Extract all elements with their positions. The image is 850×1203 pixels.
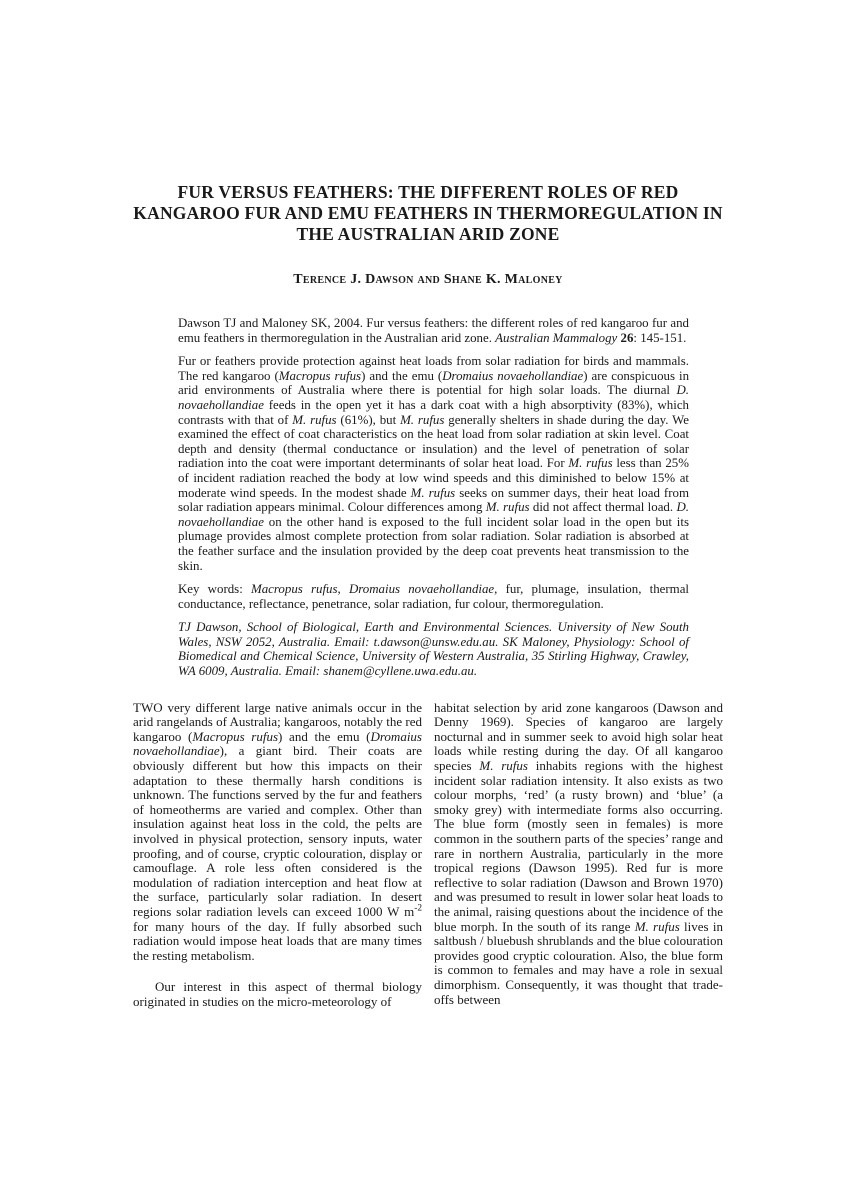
paper-title [133,182,723,245]
body-paragraph-2: Our interest in this aspect of thermal biology originated in studies on the micro-meteorology of [133,979,422,1009]
paper-authors: Terence J. Dawson and Shane K. Maloney [293,272,563,287]
author-address-paragraph: TJ Dawson, School of Biological, Earth and Environmental Sciences. University of New South Wales, NSW 2052, Australia. Email: t.dawson@unsw.edu.au. SK Maloney, Physiology: School of Biomedical and Chemical Science, University of Western Australia, 35 Stirling Highway, Crawley, WA 6009, Australia. Email: shanem@cyllene.uwa.edu.au. [178,620,689,679]
right-column [434,701,723,1010]
left-column [133,701,422,1010]
body-paragraph-1: TWO very different large native animals occur in the arid rangelands of Australia; kangaroos, notably the red kangaroo (Macropus rufus) and the emu (Dromaius novaehollandiae), a giant bird. Their coats are obviously different but how this impacts on their adaptation to these thermally harsh conditions is unknown. The functions served by the fur and feathers of homeotherms are varied and complex. Other than insulation against heat loss in the cold, the pelts are involved in physical protection, sensory inputs, water proofing, and of course, cryptic colouration, display or camouflage. A role less often considered is the modulation of radiation interception and heat flow at the surface, particularly solar radiation. In desert regions solar radiation levels can exceed 1000 W $m^{-2}$ for many hours of the day. If fully absorbed such radiation would impose heat loads that are many times the resting metabolism. [133,699,422,963]
body-text [133,701,723,1010]
paper-title-line-2: KANGAROO FUR AND EMU FEATHERS IN THERMOREGULATION IN [133,203,723,223]
citation-paragraph: Dawson TJ and Maloney SK, 2004. Fur versus feathers: the different roles of red kangaroo fur and emu feathers in thermoregulation in the Australian arid zone. Australian Mammalogy 26: 145-151. [178,316,689,345]
body-paragraph-3: habitat selection by arid zone kangaroos (Dawson and Denny 1969). Species of kangaroo are largely nocturnal and in summer seek to avoid high solar heat loads while resting during the day. Of all kangaroo species M. rufus inhabits regions with the highest incident solar radiation intensity. It also exists as two colour morphs, ‘red’ (a rusty brown) and ‘blue’ (a smoky grey) with intermediate forms also occurring. The blue form (mostly seen in females) is more common in the southern parts of the species’ range and rare in northern Australia, particularly in the more tropical regions (Dawson 1995). Red fur is more reflective to solar radiation (Dawson and Brown 1970) and was presumed to result in lower solar heat loads to the animal, raising questions about the incidence of the blue morph. In the south of its range M. rufus lives in saltbush / bluebush shrublands and the blue colouration provides good cryptic colouration. Also, the blue form is common to females and may have a role in sexual dimorphism. Consequently, it was thought that trade-offs between [434,699,724,1007]
page-content [133,0,723,1010]
front-matter [178,316,689,679]
paper-title-line-1: FUR VERSUS FEATHERS: THE DIFFERENT ROLES OF RED [177,182,679,202]
paper-title-line-3: THE AUSTRALIAN ARID ZONE [296,224,560,244]
keywords-paragraph: Key words: Macropus rufus, Dromaius novaehollandiae, fur, plumage, insulation, thermal conductance, reflectance, penetrance, solar radiation, fur colour, thermoregulation. [178,582,689,611]
abstract-paragraph: Fur or feathers provide protection against heat loads from solar radiation for birds and mammals. The red kangaroo (Macropus rufus) and the emu (Dromaius novaehollandiae) are conspicuous in arid environments of Australia where there is potential for high solar loads. The diurnal D. novaehollandiae feeds in the open yet it has a dark coat with a high absorptivity (83%), which contrasts with that of M. rufus (61%), but M. rufus generally shelters in shade during the day. We examined the effect of coat characteristics on the heat load from solar radiation at skin level. Coat depth and density (thermal conductance or insulation) and the level of penetration of solar radiation into the coat were important determinants of solar heat load. For M. rufus less than 25% of incident radiation reached the body at low wind speeds and this diminished to below 15% at moderate wind speeds. In the modest shade M. rufus seeks on summer days, their heat load from solar radiation appears minimal. Colour differences among M. rufus did not affect thermal load. D. novaehollandiae on the other hand is exposed to the full incident solar load in the open but its plumage provides almost complete protection from solar radiation. Solar radiation is absorbed at the feather surface and the insulation provided by the deep coat prevents heat transmission to the skin. [178,354,690,573]
